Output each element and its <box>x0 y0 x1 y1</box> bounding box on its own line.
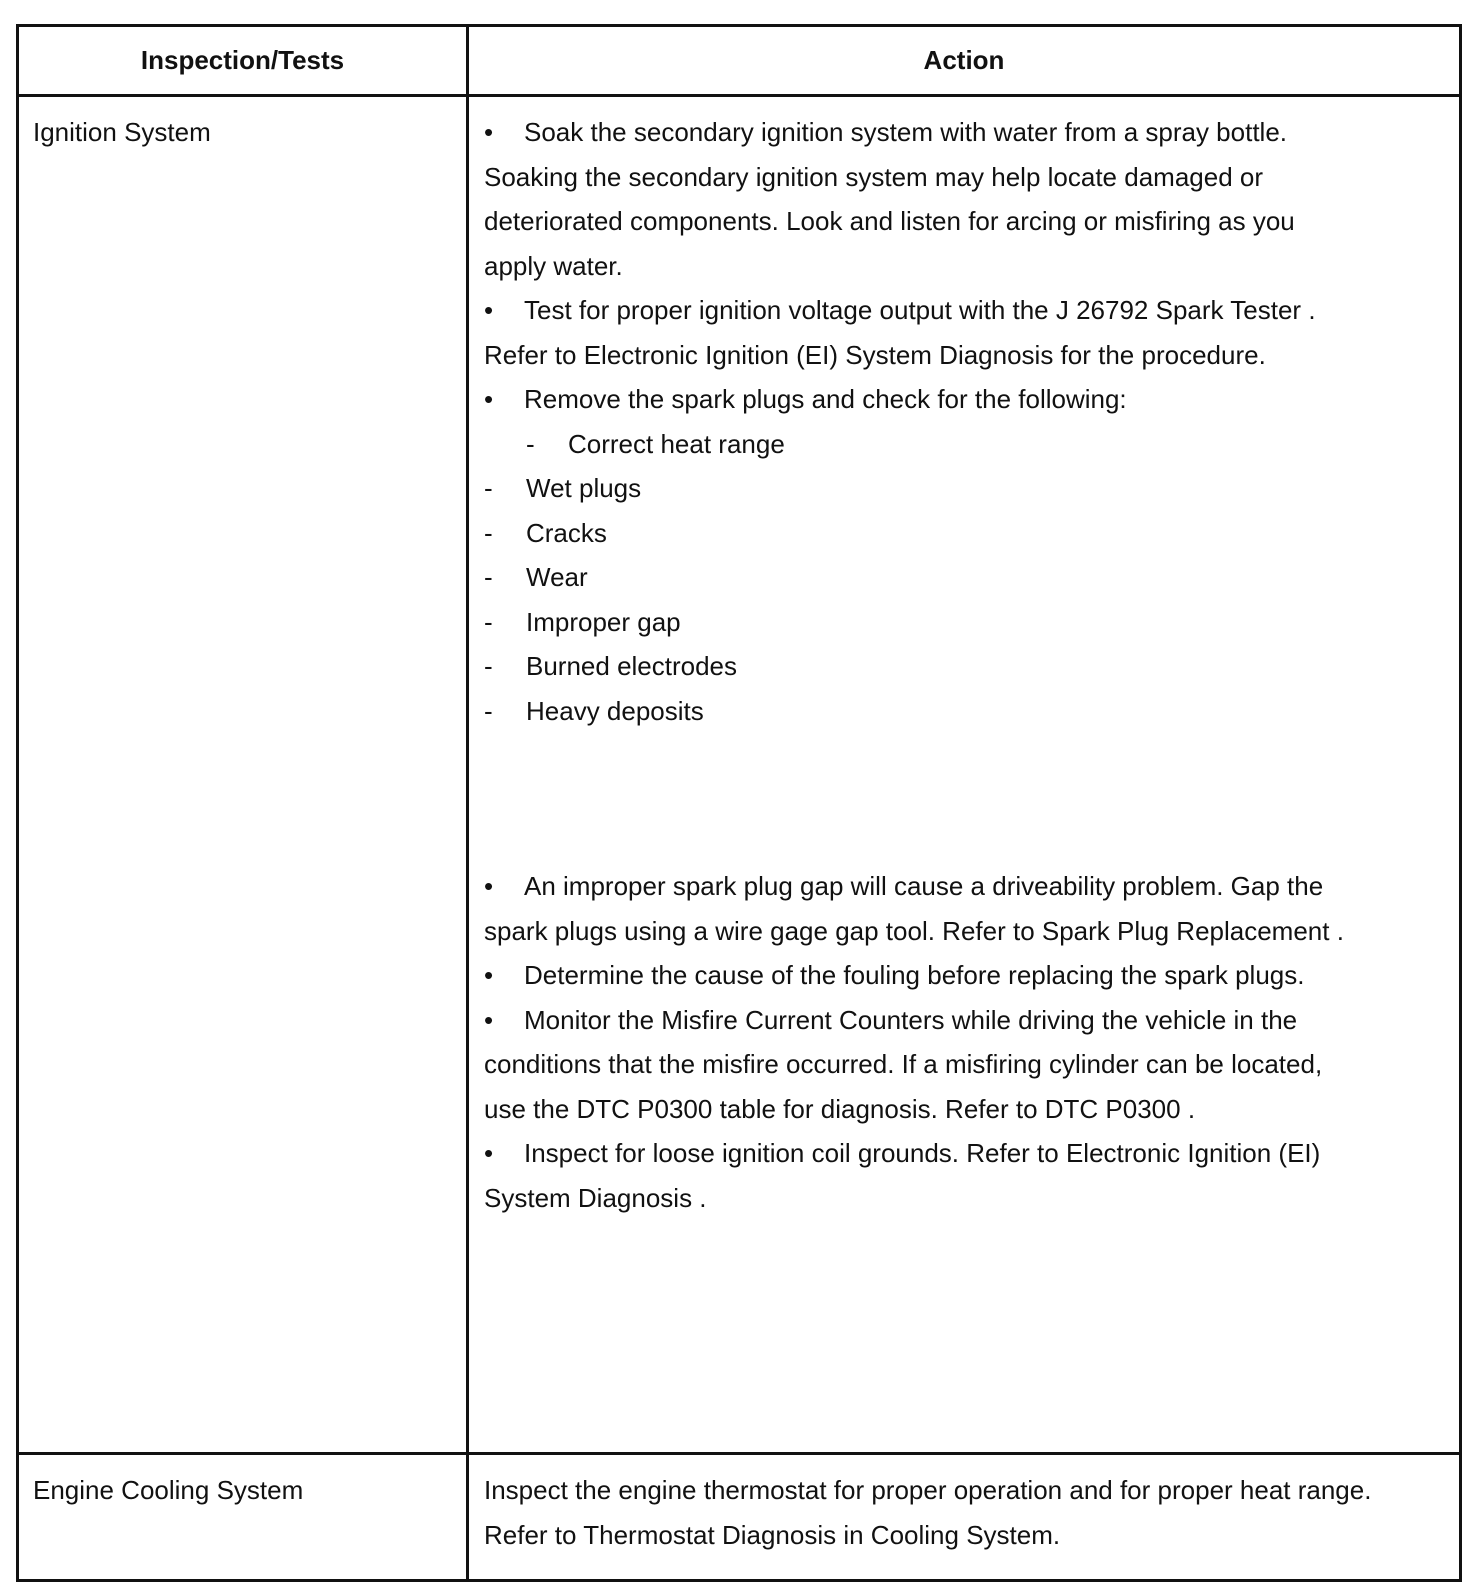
action-item <box>484 864 1364 953</box>
action-text: An improper spark plug gap will cause a driveability problem. Gap the spark plugs using a wire gage gap tool. Refer to Spark Plug Replacement . <box>484 871 1344 946</box>
action-item <box>484 288 1364 377</box>
row-engine-cooling-system-label: Engine Cooling System <box>33 1475 304 1505</box>
dash: - <box>484 473 493 503</box>
action-item <box>484 1131 1364 1220</box>
check-item <box>484 644 1364 689</box>
row-engine-cooling-system-action: Inspect the engine thermostat for proper operation and for proper heat range. Refer to Thermostat Diagnosis in Cooling System. <box>484 1475 1372 1550</box>
check-text: Improper gap <box>526 606 681 637</box>
check-item <box>484 600 1364 645</box>
action-text: Monitor the Misfire Current Counters while driving the vehicle in the conditions that the misfire occurred. If a misfiring cylinder can be located, use the DTC P0300 table for diagnosis. Refer to DTC P0300 . <box>484 1004 1323 1124</box>
check-item <box>484 511 1364 556</box>
dash: - <box>484 695 493 726</box>
check-text: Burned electrodes <box>526 651 738 681</box>
dash: - <box>484 517 493 548</box>
bullet: • <box>484 871 494 901</box>
check-text: Wear <box>526 562 588 592</box>
header-inspection-tests: Inspection/Tests <box>140 44 345 75</box>
row-ignition-system-actions <box>484 110 1364 1220</box>
dash: - <box>484 651 493 681</box>
check-item <box>484 555 1364 600</box>
action-item <box>484 377 1364 422</box>
action-item <box>484 110 1364 288</box>
row-ignition-system-label: Ignition System <box>33 117 211 147</box>
action-text: Test for proper ignition voltage output with the J 26792 Spark Tester . Refer to Electronic Ignition (EI) System Diagnosis for the procedure. <box>484 295 1316 370</box>
check-text: Cracks <box>526 517 607 548</box>
action-text: Soak the secondary ignition system with water from a spray bottle. Soaking the secondary ignition system may help locate damaged or deteriorated components. Look and listen for arcing or misfiring as you apply water. <box>484 117 1295 281</box>
dash: - <box>484 606 493 637</box>
action-text: Determine the cause of the fouling before replacing the spark plugs. <box>524 960 1305 990</box>
check-item <box>484 466 1364 511</box>
check-item <box>484 689 1364 734</box>
action-text: Remove the spark plugs and check for the following: <box>524 384 1127 414</box>
dash: - <box>526 428 535 459</box>
check-text: Wet plugs <box>526 473 642 503</box>
header-action: Action <box>923 44 1005 75</box>
check-text: Correct heat range <box>568 428 785 459</box>
bullet: • <box>484 960 494 990</box>
row-divider <box>16 1452 1462 1455</box>
bullet: • <box>484 384 494 414</box>
spacer <box>484 733 1364 864</box>
bullet: • <box>484 1138 494 1168</box>
action-item <box>484 953 1364 998</box>
action-item <box>484 998 1364 1132</box>
bullet: • <box>484 1004 494 1035</box>
check-text: Heavy deposits <box>526 695 704 726</box>
column-divider <box>466 24 469 1582</box>
dash: - <box>484 562 493 592</box>
bullet: • <box>484 117 494 147</box>
bullet: • <box>484 295 494 325</box>
action-text: Inspect for loose ignition coil grounds. Refer to Electronic Ignition (EI) System Diagnosis . <box>484 1138 1321 1213</box>
check-item <box>484 422 1364 467</box>
